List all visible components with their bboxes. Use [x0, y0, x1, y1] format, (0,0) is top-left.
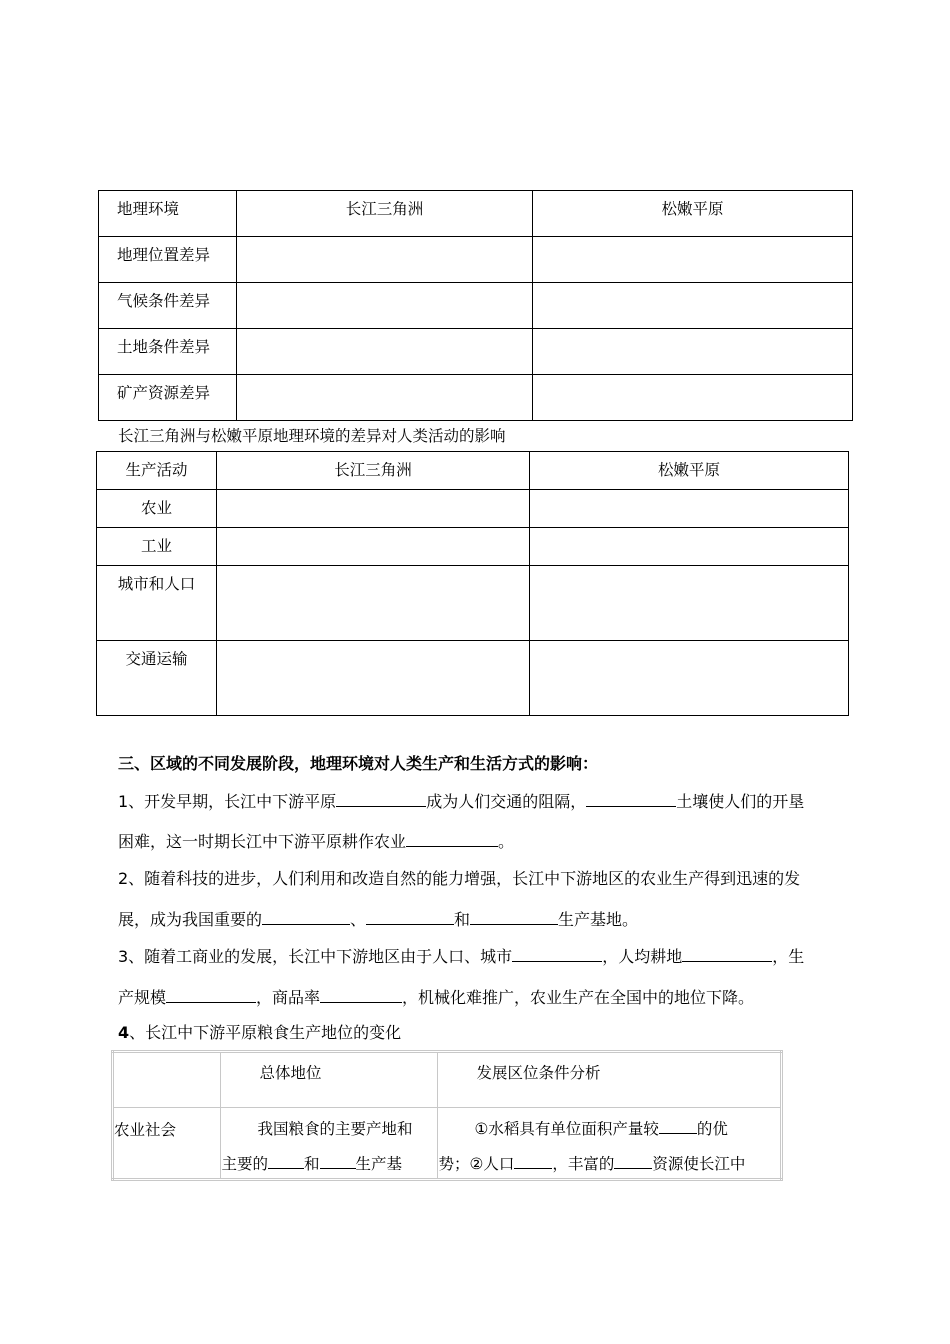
fill-blank[interactable]	[336, 791, 426, 807]
fill-blank[interactable]	[512, 946, 602, 962]
answer-cell[interactable]	[237, 283, 533, 329]
question-text: 展，成为我国重要的	[118, 910, 263, 929]
fill-blank[interactable]	[406, 831, 498, 847]
answer-cell[interactable]	[533, 237, 853, 283]
cell-text: ①水稻具有单位面积产量较	[474, 1120, 659, 1138]
row-label: 气候条件差异	[99, 283, 237, 329]
fill-blank[interactable]	[166, 987, 256, 1003]
table-caption: 长江三角洲与松嫩平原地理环境的差异对人类活动的影响	[118, 427, 506, 445]
question-text: ，人均耕地	[602, 947, 683, 966]
fill-blank[interactable]	[682, 946, 772, 962]
row-label: 工业	[97, 528, 217, 566]
table-row	[99, 237, 853, 283]
question-text: ，机械化难推广，农业生产在全国中的地位下降。	[402, 988, 755, 1007]
fill-blank[interactable]	[320, 1153, 356, 1169]
row-label: 矿产资源差异	[99, 375, 237, 421]
answer-cell[interactable]	[217, 490, 530, 528]
question-text: 成为人们交通的阻隔，	[426, 792, 587, 811]
grain-production-table	[111, 1050, 783, 1181]
table-row	[97, 641, 849, 716]
answer-cell[interactable]	[237, 375, 533, 421]
cell-text: 主要的	[221, 1155, 268, 1173]
table-header-row	[97, 452, 849, 490]
empty-header-cell	[113, 1052, 221, 1108]
question-2-line-2	[118, 907, 638, 930]
question-text: ，商品率	[256, 988, 321, 1007]
answer-cell[interactable]	[237, 237, 533, 283]
table-row	[99, 375, 853, 421]
question-number: 4	[118, 1023, 130, 1042]
human-activity-table	[96, 451, 849, 716]
cell-text: 资源使长江中	[652, 1155, 746, 1173]
answer-cell[interactable]	[217, 566, 530, 641]
question-1-line-2	[118, 829, 514, 852]
cell-text: ，丰富的	[552, 1155, 615, 1173]
fill-blank[interactable]	[320, 987, 402, 1003]
question-text: 困难，这一时期长江中下游平原耕作农业	[118, 832, 407, 851]
question-text: ，生	[772, 947, 805, 966]
question-text: 1、开发早期，长江中下游平原	[118, 792, 337, 811]
cell-text-line	[438, 1118, 780, 1140]
question-text: 产规模	[118, 988, 167, 1007]
answer-cell[interactable]	[530, 490, 849, 528]
fill-blank[interactable]	[268, 1153, 304, 1169]
fill-blank[interactable]	[586, 791, 676, 807]
question-text: 。	[498, 832, 515, 851]
question-3-line-1	[118, 944, 804, 967]
header-cell: 长江三角洲	[237, 191, 533, 237]
question-2-line-1: 2、随着科技的进步，人们利用和改造自然的能力增强，长江中下游地区的农业生产得到迅速的发	[118, 869, 801, 888]
answer-cell[interactable]	[533, 283, 853, 329]
fill-blank[interactable]	[659, 1118, 697, 1134]
row-label: 农业社会	[113, 1108, 221, 1180]
table-row	[97, 528, 849, 566]
answer-cell[interactable]	[217, 641, 530, 716]
row-label: 交通运输	[97, 641, 217, 716]
table-row	[99, 329, 853, 375]
answer-cell[interactable]	[237, 329, 533, 375]
cell-text: 和	[304, 1155, 320, 1173]
answer-cell[interactable]	[530, 641, 849, 716]
question-3-line-2	[118, 985, 754, 1008]
fill-blank[interactable]	[470, 909, 558, 925]
answer-cell[interactable]	[217, 528, 530, 566]
question-text: 土壤使人们的开垦	[676, 792, 805, 811]
cell-text-line	[221, 1153, 437, 1175]
row-label: 土地条件差异	[99, 329, 237, 375]
row-label: 城市和人口	[97, 566, 217, 641]
header-cell: 总体地位	[221, 1052, 438, 1108]
fill-blank[interactable]	[262, 909, 350, 925]
table-row	[97, 566, 849, 641]
cell-text: 势；②人口	[438, 1155, 515, 1173]
geo-environment-table	[98, 190, 853, 421]
answer-cell[interactable]	[530, 566, 849, 641]
header-cell: 松嫩平原	[530, 452, 849, 490]
table-row	[99, 283, 853, 329]
question-text: 和	[454, 910, 471, 929]
table-row	[97, 490, 849, 528]
question-text: 、	[350, 910, 367, 929]
header-cell: 长江三角洲	[217, 452, 530, 490]
question-1-line-1	[118, 789, 804, 812]
row-label: 农业	[97, 490, 217, 528]
header-cell: 地理环境	[99, 191, 237, 237]
row-label: 地理位置差异	[99, 237, 237, 283]
cell-text: 我国粮食的主要产地和	[257, 1120, 413, 1138]
answer-cell[interactable]	[533, 375, 853, 421]
header-cell: 松嫩平原	[533, 191, 853, 237]
fill-blank[interactable]	[614, 1153, 652, 1169]
cell-text: 的优	[696, 1120, 728, 1138]
table-header-row	[99, 191, 853, 237]
overall-status-cell	[221, 1108, 438, 1180]
answer-cell[interactable]	[533, 329, 853, 375]
table-row	[113, 1108, 782, 1180]
fill-blank[interactable]	[366, 909, 454, 925]
answer-cell[interactable]	[530, 528, 849, 566]
header-cell: 发展区位条件分析	[438, 1052, 782, 1108]
question-4-heading	[118, 1020, 401, 1043]
question-text: 、长江中下游平原粮食生产地位的变化	[129, 1023, 402, 1042]
question-text: 3、随着工商业的发展，长江中下游地区由于人口、城市	[118, 947, 513, 966]
header-cell: 生产活动	[97, 452, 217, 490]
cell-text: 生产基	[355, 1155, 403, 1173]
question-text: 生产基地。	[558, 910, 639, 929]
condition-analysis-cell	[438, 1108, 782, 1180]
fill-blank[interactable]	[514, 1153, 552, 1169]
cell-text-line	[438, 1153, 780, 1175]
table-header-row	[113, 1052, 782, 1108]
section-title: 三、区域的不同发展阶段，地理环境对人类生产和生活方式的影响：	[118, 754, 599, 773]
